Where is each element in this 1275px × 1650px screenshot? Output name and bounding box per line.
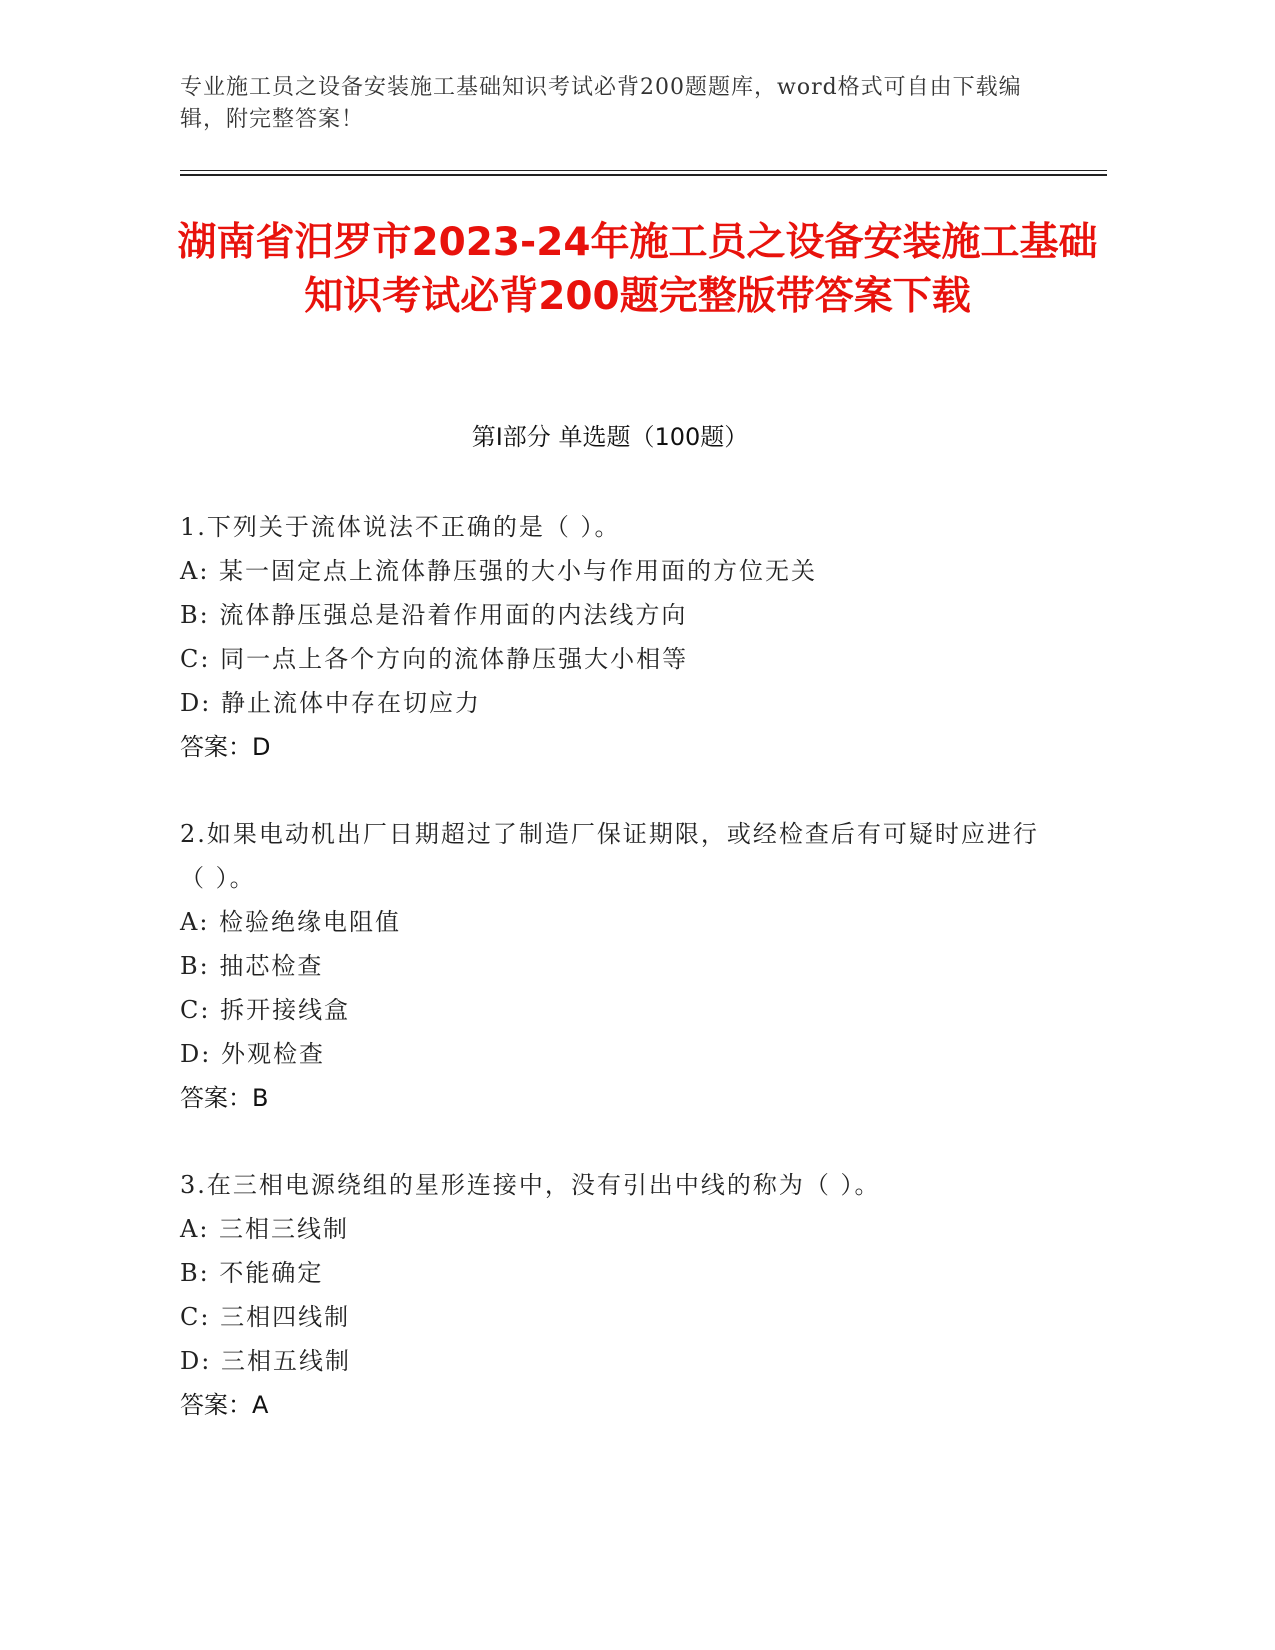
document-title: 湖南省汨罗市2023-24年施工员之设备安装施工基础知识考试必背200题完整版带答案下载	[177, 220, 1098, 319]
option-b: B: 抽芯检查	[180, 952, 324, 980]
question-stem: 3.在三相电源绕组的星形连接中，没有引出中线的称为（ ）。	[180, 1171, 881, 1199]
answer-label: 答案：B	[180, 1084, 269, 1112]
option-d: D: 三相五线制	[180, 1347, 351, 1375]
question-2	[180, 812, 1040, 1120]
question-list	[180, 505, 1040, 1470]
header-note: 专业施工员之设备安装施工基础知识考试必背200题题库，word格式可自由下载编辑，附完整答案！	[180, 75, 1022, 132]
question-1	[180, 505, 1040, 769]
option-c: C: 拆开接线盒	[180, 996, 351, 1024]
header-divider-top	[180, 170, 1107, 171]
section-heading: 第I部分 单选题（100题）	[471, 423, 749, 451]
option-b: B: 不能确定	[180, 1259, 324, 1287]
option-a: A: 某一固定点上流体静压强的大小与作用面的方位无关	[180, 557, 818, 585]
option-a: A: 检验绝缘电阻值	[180, 908, 402, 936]
header-divider-bottom	[180, 174, 1107, 176]
question-stem: 1.下列关于流体说法不正确的是（ ）。	[180, 513, 621, 541]
option-d: D: 外观检查	[180, 1040, 325, 1068]
option-b: B: 流体静压强总是沿着作用面的内法线方向	[180, 601, 688, 629]
option-c: C: 同一点上各个方向的流体静压强大小相等	[180, 645, 689, 673]
answer-label: 答案：A	[180, 1391, 269, 1419]
option-a: A: 三相三线制	[180, 1215, 350, 1243]
question-stem: 2.如果电动机出厂日期超过了制造厂保证期限，或经检查后有可疑时应进行（ ）。	[180, 820, 1039, 892]
question-3	[180, 1163, 1040, 1427]
answer-label: 答案：D	[180, 733, 271, 761]
option-d: D: 静止流体中存在切应力	[180, 689, 481, 717]
option-c: C: 三相四线制	[180, 1303, 351, 1331]
